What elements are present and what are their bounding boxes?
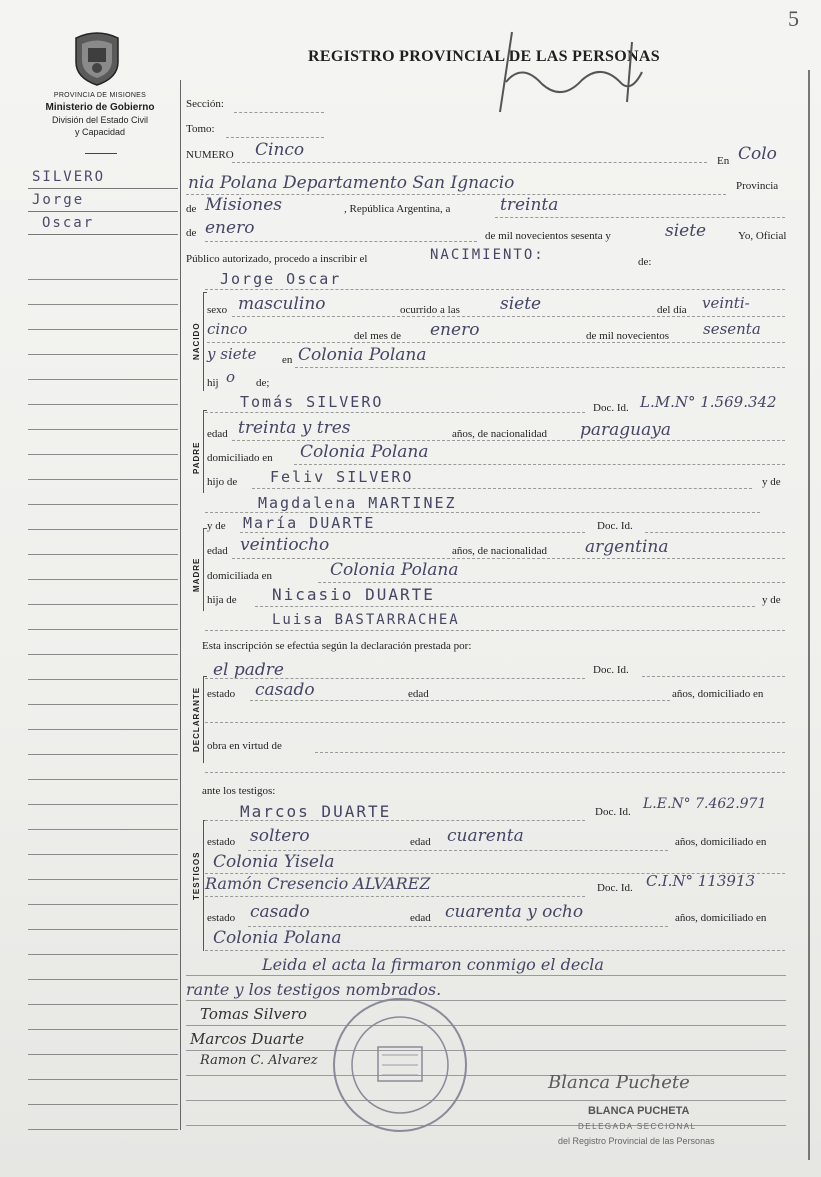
- closing-rule-4: [186, 1050, 786, 1051]
- declarante-doc-line: [642, 676, 785, 677]
- margin-first-name: Jorge: [28, 189, 178, 212]
- testigos-section-label: TESTIGOS: [192, 851, 201, 900]
- division-name-cont: y Capacidad: [74, 127, 126, 137]
- dia-value: treinta: [500, 195, 559, 215]
- province-name: PROVINCIA DE MISIONES: [53, 92, 147, 99]
- padre-dom-value: Colonia Polana: [300, 442, 429, 462]
- de-label: de: [186, 203, 197, 215]
- hij-label: hij: [207, 377, 219, 389]
- registry-title: REGISTRO PROVINCIAL DE LAS PERSONAS: [308, 48, 660, 65]
- declarante-value: el padre: [213, 660, 284, 680]
- de3-label: de:: [638, 256, 652, 268]
- en-label: En: [717, 155, 730, 167]
- testigo1-edad-line: [248, 850, 668, 851]
- madre-section-label: MADRE: [192, 557, 201, 592]
- mes-value: enero: [205, 218, 255, 238]
- mil-novecientos-label: de mil novecientos sesenta y: [485, 230, 611, 242]
- padre-nombre-value: Tomás SILVERO: [240, 393, 384, 411]
- madre-edad-label: edad: [207, 545, 228, 557]
- hij-suffix-value: o: [226, 368, 236, 386]
- padre-nac-value: paraguaya: [580, 420, 671, 440]
- tipo-value: NACIMIENTO:: [430, 247, 545, 263]
- testigo1-estado-label: estado: [207, 836, 236, 848]
- testigo2-edad-value: cuarenta y ocho: [445, 902, 584, 922]
- testigo2-edad-label: edad: [410, 912, 431, 924]
- madre-madre-line: [205, 630, 785, 631]
- de4-label: de;: [256, 377, 270, 389]
- declarante-doc-label: Doc. Id.: [593, 664, 629, 676]
- numero-label: NUMERO: [186, 149, 234, 161]
- testigo2-edad-line: [248, 926, 668, 927]
- de2-label: de: [186, 227, 197, 239]
- dia-nac-value-1: veinti-: [702, 294, 750, 312]
- declarante-estado-value: casado: [255, 680, 315, 700]
- closing-rule-2: [186, 1000, 786, 1001]
- madre-doc-label: Doc. Id.: [597, 520, 633, 532]
- madre-anos-label: años, de nacionalidad: [452, 545, 547, 557]
- madre-padre-line: [255, 606, 755, 607]
- closing-rule-3: [186, 1025, 786, 1026]
- en-value-1: Colo: [738, 144, 777, 164]
- padre-anos-label: años, de nacionalidad: [452, 428, 547, 440]
- padre-y-de-label: y de: [762, 476, 781, 488]
- padre-dom-line: [294, 464, 785, 465]
- madre-nac-value: argentina: [585, 537, 669, 557]
- testigo1-value: Marcos DUARTE: [240, 802, 392, 821]
- testigo1-anos-label: años, domiciliado en: [675, 836, 767, 848]
- anio-value: siete: [665, 221, 707, 241]
- page-number: 5: [788, 6, 799, 31]
- officer-signature: Blanca Puchete: [548, 1072, 690, 1093]
- padre-edad-value: treinta y tres: [238, 418, 351, 438]
- nacido-section-label: NACIDO: [192, 322, 201, 360]
- header-signature-scribble: [482, 22, 652, 118]
- padre-padre-line: [252, 488, 752, 489]
- numero-value: Cinco: [255, 140, 305, 160]
- madre-doc-line: [645, 532, 785, 533]
- closing-line-1: Leida el acta la firmaron conmigo el decla: [262, 955, 604, 974]
- closing-rule-5: [186, 1075, 786, 1076]
- division-name: División del Estado Civil: [51, 115, 149, 125]
- anio-nac-value-1: sesenta: [703, 320, 761, 338]
- padre-madre-value: Magdalena MARTINEZ: [258, 494, 457, 512]
- madre-y-de-label: y de: [207, 520, 226, 532]
- declarante-line: [205, 678, 585, 679]
- testigo1-estado-value: soltero: [250, 826, 310, 846]
- ocurrido-label: ocurrido a las: [400, 304, 460, 316]
- ante-testigos-label: ante los testigos:: [202, 785, 276, 797]
- padre-doc-value: L.M.N° 1.569.342: [640, 393, 777, 411]
- padre-dom-label: domiciliado en: [207, 452, 273, 464]
- ministry-heading: [20, 90, 180, 138]
- official-seal-stamp: [330, 990, 470, 1140]
- sexo-value: masculino: [238, 294, 326, 314]
- mes-nac-value: enero: [430, 320, 480, 340]
- tomo-line: [226, 137, 324, 138]
- padre-edad-line: [232, 440, 785, 441]
- signature-witness-1: Marcos Duarte: [190, 1030, 305, 1048]
- madre-dom-value: Colonia Polana: [330, 560, 459, 580]
- margin-second-name: Oscar: [28, 212, 178, 235]
- obra-line: [315, 752, 785, 753]
- madre-edad-line: [232, 558, 785, 559]
- testigo2-line: [205, 896, 585, 897]
- testigo1-edad-label: edad: [410, 836, 431, 848]
- madre-dom-label: domiciliada en: [207, 570, 273, 582]
- seccion-label: Sección:: [186, 98, 224, 110]
- testigo2-estado-value: casado: [250, 902, 310, 922]
- dia-line: [495, 217, 785, 218]
- provincial-crest-icon: [70, 28, 124, 86]
- dia-nac-value-2: cinco: [207, 320, 248, 338]
- page-right-edge: [808, 70, 810, 1160]
- declarante-edad-line: [250, 700, 670, 701]
- officer-stamp-org: del Registro Provincial de las Personas: [558, 1136, 715, 1146]
- testigo1-line: [205, 820, 585, 821]
- anio-nac-value-2: y siete: [207, 345, 257, 363]
- lugar-nac-value: Colonia Polana: [298, 345, 427, 365]
- testigo2-dom-line: [205, 950, 785, 951]
- declarante-anos-label: años, domiciliado en: [672, 688, 764, 700]
- del-mes-label: del mes de: [354, 330, 402, 342]
- closing-rule-1: [186, 975, 786, 976]
- column-divider: [180, 80, 181, 1130]
- sexo-label: sexo: [207, 304, 228, 316]
- padre-section-label: PADRE: [192, 441, 201, 474]
- nombre-value: Jorge Oscar: [220, 270, 342, 288]
- officer-stamp-role: DELEGADA SECCIONAL: [578, 1122, 697, 1131]
- mes-nac-line: [207, 342, 785, 343]
- declarante-section-label: DECLARANTE: [192, 686, 201, 752]
- margin-ruled-lines: [28, 255, 178, 1145]
- padre-edad-label: edad: [207, 428, 228, 440]
- declarante-dom-line: [205, 722, 785, 723]
- obra-line-2: [205, 772, 785, 773]
- testigo2-dom-value: Colonia Polana: [213, 928, 342, 948]
- closing-rule-6: [186, 1100, 786, 1101]
- sexo-line: [232, 316, 785, 317]
- testigo1-dom-value: Colonia Yisela: [213, 852, 335, 872]
- testigo2-estado-label: estado: [207, 912, 236, 924]
- margin-name-index: [28, 166, 178, 235]
- padre-hijo-label: hijo de: [207, 476, 238, 488]
- madre-edad-value: veintiocho: [240, 535, 330, 555]
- lugar-nac-line: [295, 367, 785, 368]
- declarante-edad-label: edad: [408, 688, 429, 700]
- tomo-label: Tomo:: [186, 123, 215, 135]
- padre-madre-line: [205, 512, 760, 513]
- testigo2-value: Ramón Cresencio ALVAREZ: [205, 874, 431, 893]
- del-dia-label: del día: [657, 304, 687, 316]
- signature-father: Tomas Silvero: [200, 1005, 307, 1023]
- testigo2-doc-value: C.I.N° 113913: [646, 872, 756, 890]
- en-value-2: nia Polana Departamento San Ignacio: [188, 173, 515, 193]
- declarante-estado-label: estado: [207, 688, 236, 700]
- madre-nombre-line: [240, 532, 585, 533]
- testigo2-doc-label: Doc. Id.: [597, 882, 633, 894]
- madre-madre-value: Luisa BASTARRACHEA: [272, 612, 460, 628]
- testigo1-edad-value: cuarenta: [447, 826, 524, 846]
- testigo1-doc-label: Doc. Id.: [595, 806, 631, 818]
- en2-label: en: [282, 354, 293, 366]
- yo-oficial-label: Yo, Oficial: [738, 230, 787, 242]
- officer-stamp-name: BLANCA PUCHETA: [588, 1105, 690, 1117]
- heading-divider: [85, 153, 117, 154]
- publico-label: Público autorizado, procedo a inscribir el: [186, 253, 368, 265]
- republica-label: , República Argentina, a: [344, 203, 451, 215]
- hora-value: siete: [500, 294, 542, 314]
- mes-line: [205, 241, 477, 242]
- madre-hija-label: hija de: [207, 594, 237, 606]
- inscripcion-label: Esta inscripción se efectúa según la declaración prestada por:: [202, 640, 472, 652]
- nombre-line: [205, 289, 785, 290]
- margin-surname: SILVERO: [28, 166, 178, 189]
- testigo1-doc-value: L.E.N° 7.462.971: [643, 796, 767, 812]
- signature-witness-2: Ramon C. Alvarez: [200, 1053, 318, 1068]
- testigo2-anos-label: años, domiciliado en: [675, 912, 767, 924]
- obra-label: obra en virtud de: [207, 740, 282, 752]
- madre-y-de-label-2: y de: [762, 594, 781, 606]
- provincia-label: Provincia: [736, 180, 779, 192]
- ministry-name: Ministerio de Gobierno: [45, 102, 155, 113]
- closing-line-2: rante y los testigos nombrados.: [186, 980, 442, 999]
- madre-padre-value: Nicasio DUARTE: [272, 585, 435, 604]
- left-margin-column: [0, 0, 182, 1177]
- padre-nombre-line: [205, 412, 585, 413]
- padre-padre-value: Feliv SILVERO: [270, 468, 414, 486]
- madre-dom-line: [318, 582, 785, 583]
- mil-nov-label: de mil novecientos: [586, 330, 670, 342]
- madre-nombre-value: María DUARTE: [243, 514, 376, 532]
- provincia-value: Misiones: [205, 195, 282, 215]
- numero-line: [232, 162, 707, 163]
- padre-doc-label: Doc. Id.: [593, 402, 629, 414]
- seccion-line: [234, 112, 324, 113]
